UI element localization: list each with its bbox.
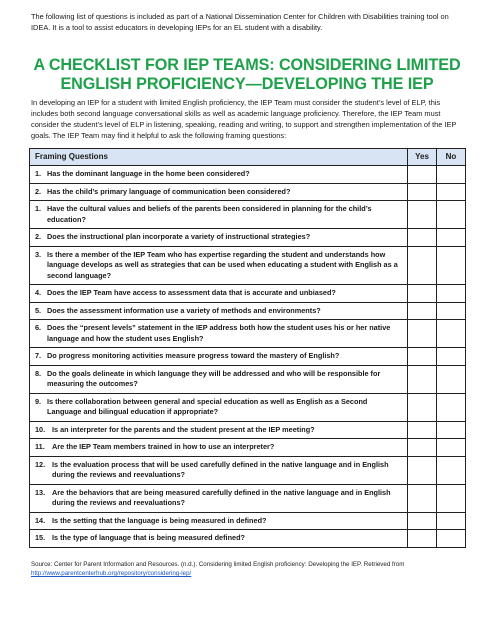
question-text: Does the “present levels” statement in the IEP address both how the student uses his or her native language and how the student uses English?: [47, 323, 391, 343]
table-row: [30, 320, 466, 348]
yes-checkbox-cell[interactable]: [408, 421, 437, 439]
question-cell: [30, 302, 408, 320]
checklist-table: [29, 148, 466, 548]
yes-checkbox-cell[interactable]: [408, 484, 437, 512]
question-text: Are the behaviors that are being measured carefully defined in the native language and in English during the reviews and reevaluations?: [52, 487, 391, 507]
yes-checkbox-cell[interactable]: [408, 285, 437, 303]
yes-checkbox-cell[interactable]: [408, 320, 437, 348]
no-checkbox-cell[interactable]: [437, 393, 466, 421]
no-checkbox-cell[interactable]: [437, 348, 466, 366]
table-row: [30, 246, 466, 285]
yes-checkbox-cell[interactable]: [408, 530, 437, 548]
no-checkbox-cell[interactable]: [437, 229, 466, 247]
question-cell: [30, 456, 408, 484]
table-row: [30, 530, 466, 548]
question-cell: [30, 393, 408, 421]
no-checkbox-cell[interactable]: [437, 201, 466, 229]
question-cell: [30, 320, 408, 348]
yes-checkbox-cell[interactable]: [408, 512, 437, 530]
question-text: Is there collaboration between general and special education as well as English as a Second Language and bilingual education if appropriate?: [47, 396, 368, 416]
source-text: Source: Center for Parent Information and Resources. (n.d.). Considering limited English proficiency: Developing the IEP. Retrieved from: [31, 561, 405, 568]
question-cell: [30, 512, 408, 530]
no-checkbox-cell[interactable]: [437, 302, 466, 320]
no-checkbox-cell[interactable]: [437, 456, 466, 484]
yes-checkbox-cell[interactable]: [408, 393, 437, 421]
question-number: 1.: [35, 169, 42, 178]
source-citation: [31, 560, 471, 578]
question-text: Does the instructional plan incorporate a variety of instructional strategies?: [47, 232, 311, 241]
question-number: 11.: [35, 442, 45, 451]
question-text: Have the cultural values and beliefs of the parents been considered in planning for the child’s education?: [47, 204, 372, 224]
question-text: Is the setting that the language is being measured in defined?: [52, 515, 267, 525]
table-row: [30, 302, 466, 320]
question-text: Is an interpreter for the parents and the student present at the IEP meeting?: [52, 424, 315, 434]
question-number: 3.: [35, 249, 42, 259]
no-checkbox-cell[interactable]: [437, 320, 466, 348]
header-framing-questions: Framing Questions: [30, 149, 408, 166]
no-checkbox-cell[interactable]: [437, 530, 466, 548]
question-number: 8.: [35, 368, 42, 378]
yes-checkbox-cell[interactable]: [408, 246, 437, 285]
no-checkbox-cell[interactable]: [437, 246, 466, 285]
source-link[interactable]: http://www.parentcenterhub.org/repository/considering-lep/: [31, 570, 192, 577]
question-text: Is the type of language that is being measured defined?: [52, 533, 245, 542]
yes-checkbox-cell[interactable]: [408, 439, 437, 457]
question-cell: [30, 166, 408, 184]
no-checkbox-cell[interactable]: [437, 439, 466, 457]
question-number: 4.: [35, 288, 42, 297]
yes-checkbox-cell[interactable]: [408, 166, 437, 184]
question-number: 5.: [35, 305, 42, 315]
yes-checkbox-cell[interactable]: [408, 302, 437, 320]
no-checkbox-cell[interactable]: [437, 183, 466, 201]
question-text: Has the child’s primary language of communication been considered?: [47, 186, 291, 196]
table-row: [30, 201, 466, 229]
question-number: 1.: [35, 204, 42, 213]
question-number: 10.: [35, 424, 46, 434]
question-number: 9.: [35, 396, 42, 406]
question-cell: [30, 229, 408, 247]
table-row: [30, 439, 466, 457]
yes-checkbox-cell[interactable]: [408, 365, 437, 393]
yes-checkbox-cell[interactable]: [408, 456, 437, 484]
table-row: [30, 512, 466, 530]
table-row: [30, 166, 466, 184]
question-cell: [30, 484, 408, 512]
no-checkbox-cell[interactable]: [437, 421, 466, 439]
question-text: Are the IEP Team members trained in how to use an interpreter?: [52, 442, 275, 451]
table-row: [30, 229, 466, 247]
question-text: Do progress monitoring activities measure progress toward the mastery of English?: [47, 351, 340, 360]
header-yes: Yes: [408, 149, 437, 166]
question-text: Do the goals delineate in which language they will be addressed and who will be responsible for measuring the outcomes?: [47, 368, 381, 388]
question-number: 13.: [35, 487, 46, 497]
no-checkbox-cell[interactable]: [437, 285, 466, 303]
table-row: [30, 365, 466, 393]
question-cell: [30, 439, 408, 457]
question-cell: [30, 201, 408, 229]
intro-paragraph: In developing an IEP for a student with limited English proficiency, the IEP Team must consider the student’s level of ELP, this includes both second language conversational skills as well as academic language proficiency. Therefore, the IEP Team must consider the student’s level of ELP in listening, speaking, reading and writing, to support and strengthen implementation of the IEP goals. The IEP Team may find it helpful to ask the following framing questions:: [31, 98, 457, 140]
table-row: [30, 421, 466, 439]
table-row: [30, 285, 466, 303]
question-number: 2.: [35, 232, 42, 241]
question-text: Does the IEP Team have access to assessment data that is accurate and unbiased?: [47, 288, 336, 297]
question-cell: [30, 183, 408, 201]
question-number: 14.: [35, 515, 46, 525]
question-cell: [30, 285, 408, 303]
no-checkbox-cell[interactable]: [437, 166, 466, 184]
question-cell: [30, 530, 408, 548]
question-cell: [30, 348, 408, 366]
question-text: Has the dominant language in the home been considered?: [47, 169, 250, 178]
question-cell: [30, 421, 408, 439]
yes-checkbox-cell[interactable]: [408, 201, 437, 229]
no-checkbox-cell[interactable]: [437, 484, 466, 512]
no-checkbox-cell[interactable]: [437, 365, 466, 393]
question-number: 12.: [35, 459, 46, 469]
question-number: 6.: [35, 323, 42, 332]
question-text: Does the assessment information use a variety of methods and environments?: [47, 305, 321, 315]
no-checkbox-cell[interactable]: [437, 512, 466, 530]
table-row: [30, 484, 466, 512]
table-row: [30, 393, 466, 421]
page-title: A CHECKLIST FOR IEP TEAMS: CONSIDERING LIMITED ENGLISH PROFICIENCY—DEVELOPING THE IEP: [33, 56, 461, 93]
question-text: Is there a member of the IEP Team who has expertise regarding the student and understands how language develops as well as strategies that can be used when educating a student with English as a second language?: [47, 249, 398, 280]
intro-text: The following list of questions is included as part of a National Dissemination Center for Children with Disabilities training tool on IDEA. It is a tool to assist educators in developing IEPs for an EL student with a disability.: [31, 12, 449, 32]
table-header-row: [30, 149, 466, 166]
question-number: 2.: [35, 186, 42, 196]
yes-checkbox-cell[interactable]: [408, 183, 437, 201]
question-number: 15.: [35, 533, 46, 542]
table-row: [30, 183, 466, 201]
yes-checkbox-cell[interactable]: [408, 229, 437, 247]
header-no: No: [437, 149, 466, 166]
table-row: [30, 348, 466, 366]
table-row: [30, 456, 466, 484]
question-text: Is the evaluation process that will be used carefully defined in the native language and in English during the reviews and reevaluations?: [52, 459, 389, 479]
question-number: 7.: [35, 351, 42, 360]
question-cell: [30, 365, 408, 393]
yes-checkbox-cell[interactable]: [408, 348, 437, 366]
question-cell: [30, 246, 408, 285]
